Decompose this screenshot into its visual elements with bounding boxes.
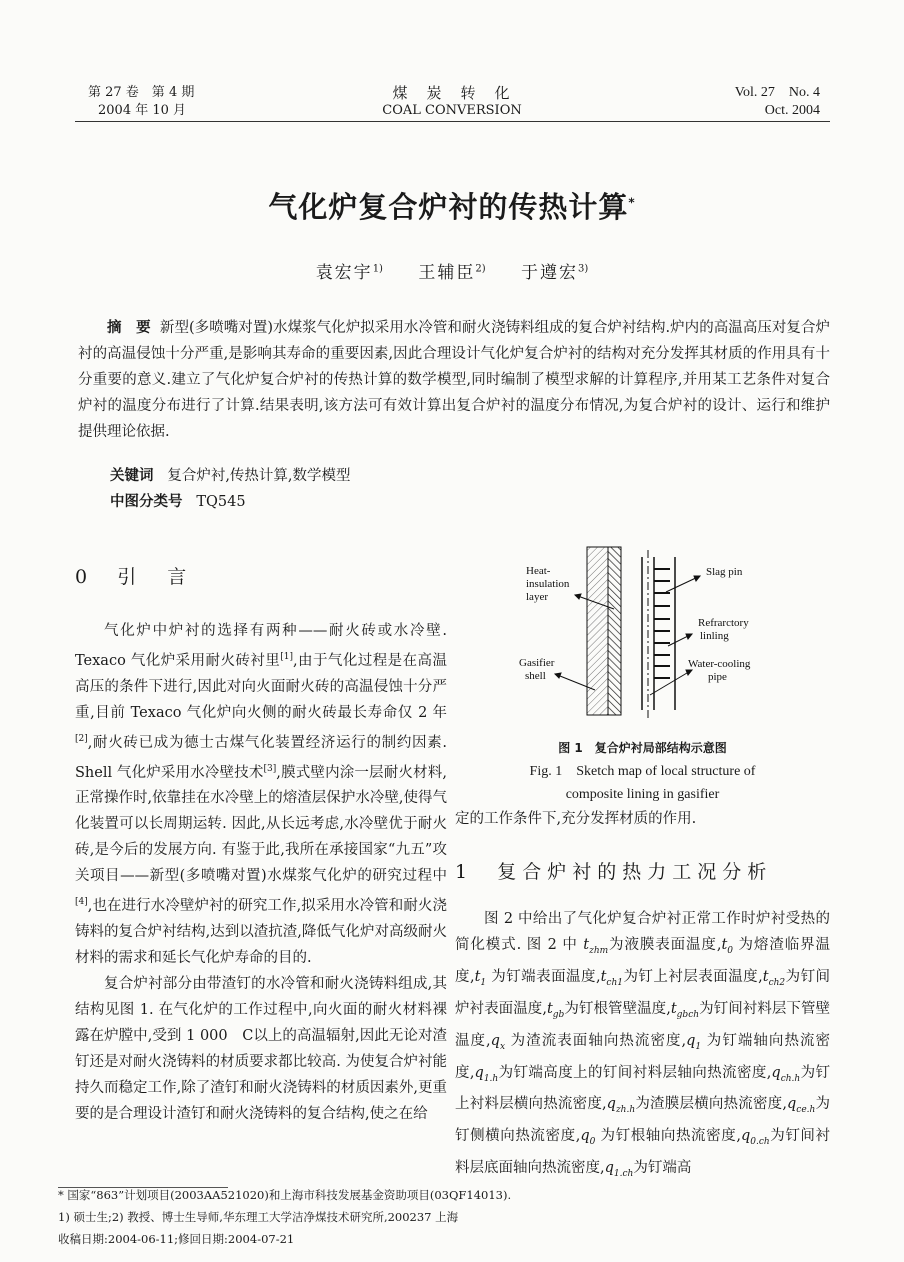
- gasifier-shell-shape: [587, 547, 608, 715]
- figure-1-caption: 图 1 复合炉衬局部结构示意图 Fig. 1 Sketch map of local structure of composite lining in gasifier: [529, 741, 756, 802]
- symbol: $t_1$: [474, 968, 487, 988]
- citation: [3]: [263, 763, 277, 774]
- symbol: $q_{zh.h}$: [606, 1096, 636, 1116]
- keywords: 关键词 复合炉衬,传热计算,数学模型: [110, 468, 351, 484]
- citation: [4]: [75, 897, 88, 908]
- symbol: $q_{1.ch}$: [604, 1160, 634, 1180]
- symbol: $q_1$: [686, 1032, 702, 1052]
- svg-text:Gasifiershell: Gasifier shell: [519, 657, 555, 682]
- footnotes: * 国家“863”计划项目(2003AA521020)和上海市科技发展基金资助项目(03QF14013). 1) 硕士生;2) 教授、博士生导师,华东理工大学洁净煤技术研究所,200237 上海 收稿日期:2004-06-11;修回日期:2004-07-21: [58, 1188, 512, 1246]
- label-gasifier-shell: Gasifier: [519, 657, 555, 669]
- paragraph: 复合炉衬部分由带渣钉的水冷管和耐火浇铸料组成,其结构见图 1. 在气化炉的工作过程中,向火面的耐火材料裸露在炉膛中,受到 1 000 C以上的高温辐射,因此无论对渣钉还是对耐火浇铸料的材质要求都比较高. 为使复合炉衬能持久而稳定工作,除了渣钉和耐火浇铸料的材质因素外,更重要的是合理设计渣钉和耐火浇铸料的复合结构,使之在给: [75, 976, 447, 1123]
- header-journal: 煤 炭 转 化 COAL CONVERSION: [382, 84, 522, 118]
- header-rule: [75, 121, 830, 122]
- citation: [2]: [75, 733, 88, 744]
- abstract: 摘 要 新型(多喷嘴对置)水煤浆气化炉拟采用水冷管和耐火浇铸料组成的复合炉衬结构.炉内的高温高压对复合炉衬的高温侵蚀十分严重,是影响其寿命的重要因素,因此合理设计气化炉复合炉衬的结构对充分发挥其材质的作用具有十分重要的意义.建立了气化炉复合炉衬的传热计算的数学模型,同时编制了模型求解的计算程序,并用某工艺条件对复合炉衬的温度分布进行了计算.结果表明,该方法可有效计算出复合炉衬的温度分布情况,为复合炉衬的设计、运行和维护提供理论依据.: [78, 320, 831, 440]
- authors: [0, 258, 904, 283]
- symbol: $t_{gbch}$: [670, 1000, 700, 1020]
- paragraph: 图 2 中给出了气化炉复合炉衬正常工作时炉衬受热的简化模式. 图 2 中 $t_{zhm}$为液膜表面温度$,t_0$ 为熔渣临界温度$,t_1$ 为钉端表面温度$,t_{ch1}$为钉上衬层表面温度$,t_{ch2}$为钉间炉衬表面温度$,t_{gb}$为钉根管壁温度$,t_{gbch}$为钉间衬料层下管壁温度$,q_x$ 为渣流表面轴向热流密度$,q_1$ 为钉端轴向热流密度$,q_{1.h}$为钉端高度上的钉间衬料层轴向热流密度$,q_{ch.h}$为钉上衬料层横向热流密度$,q_{zh.h}$为渣膜层横向热流密度$,q_{ce.h}$为钉侧横向热流密度$,q_0$ 为钉根轴向热流密度$,q_{0.ch}$为钉间衬料层底面轴向热流密度$,q_{1.ch}$为钉端高: [455, 911, 831, 1180]
- insulation-layer-shape: [608, 547, 621, 715]
- symbol: $t_{zhm}$: [583, 937, 609, 956]
- label-refractory: Refrarctory: [698, 617, 749, 629]
- label-slag-pin: Slag pin: [706, 566, 743, 578]
- author: 王辅臣$^{2)}$: [418, 263, 486, 283]
- paragraph: 气化炉中炉衬的选择有两种——耐火砖或水冷壁. Texaco 气化炉采用耐火砖衬里[1],由于气化过程是在高温高压的条件下进行,因此对向火面耐火砖的高温侵蚀十分严重,目前 Texaco 气化炉向火侧的耐火砖最长寿命仅 2 年[2],耐火砖已成为德士古煤气化装置经济运行的制约因素. Shell 气化炉采用水冷壁技术[3],膜式壁内涂一层耐火材料,正常操作时,依靠挂在水冷壁上的熔渣层保护水冷壁,使得气化装置可以长周期运转. 因此,从长远考虑,水冷壁优于耐火砖,是今后的发展方向. 有鉴于此,我所在承接国家“九五”攻关项目——新型(多喷嘴对置)水煤浆气化炉的研究过程中[4],也在进行水冷壁炉衬的研究工作,拟采用水冷管和耐火浇铸料的复合炉衬结构,达到以渣抗渣,降低气化炉对高级耐火材料的需求和延长气化炉寿命的目的.: [75, 623, 447, 967]
- header-volume-issue: 第 27 卷 第 4 期 2004 年 10 月: [88, 85, 195, 118]
- symbol: $q_{ce.h}$: [786, 1096, 816, 1116]
- symbol: $q_x$: [490, 1032, 506, 1052]
- section-heading-introduction: 0 引 言: [75, 566, 193, 588]
- symbol: $q_{1.h}$: [474, 1064, 499, 1084]
- svg-text:Refrarctorylinling: Refrarctory linling: [698, 617, 749, 642]
- slag-pins: [654, 569, 670, 678]
- figure-1-diagram: [480, 530, 810, 730]
- symbol: $q_0$: [580, 1128, 596, 1148]
- symbol: $t_{gb}$: [546, 1000, 565, 1020]
- header-volume-en: Vol. 27 No. 4 Oct. 2004: [734, 85, 820, 118]
- classification: 中图分类号 TQ545: [110, 494, 246, 510]
- label-heat-insulation: Heat-: [526, 565, 551, 577]
- symbol: $t_{ch2}$: [762, 968, 786, 988]
- author: 袁宏宇$^{1)}$: [315, 263, 383, 283]
- symbol: $t_0$: [721, 937, 734, 956]
- author: 于遵宏$^{3)}$: [521, 263, 589, 283]
- citation: [1]: [280, 652, 293, 662]
- svg-text:Heat-insulationlayer: Heat-insulation layer: [526, 565, 570, 603]
- section-heading-thermal-analysis: 1 复合炉衬的热力工况分析: [455, 861, 773, 883]
- symbol: $q_{0.ch}$: [740, 1128, 770, 1148]
- svg-text:Water-coolingpipe: Water-cooling pipe: [688, 658, 751, 683]
- symbol: $t_{ch1}$: [600, 968, 623, 988]
- left-column: [75, 618, 447, 1127]
- paragraph-continuation: 定的工作条件下,充分发挥材质的作用.: [455, 811, 697, 827]
- symbol: $q_{ch.h}$: [771, 1064, 801, 1084]
- label-water-cooling: Water-cooling: [688, 658, 751, 670]
- paper-title: 气化炉复合炉衬的传热计算*: [268, 190, 636, 224]
